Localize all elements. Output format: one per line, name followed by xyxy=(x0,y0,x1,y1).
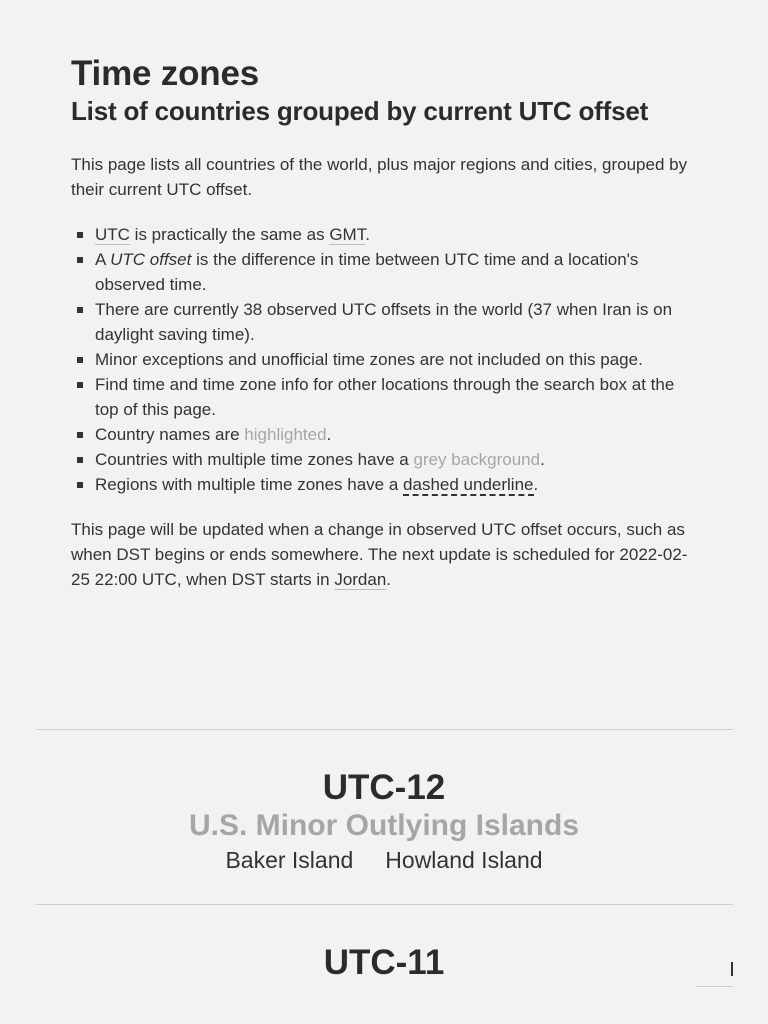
fact-text: . xyxy=(365,225,370,244)
fact-text: Countries with multiple time zones have a xyxy=(95,450,414,469)
page-subtitle: List of countries grouped by current UTC offset xyxy=(71,96,649,126)
list-item xyxy=(95,447,697,472)
divider xyxy=(36,729,733,730)
gmt-link[interactable]: GMT xyxy=(329,225,366,244)
facts-list xyxy=(71,222,697,497)
fact-text: is the difference in time between UTC time and a location's observed time. xyxy=(95,250,639,294)
list-item xyxy=(95,247,697,297)
update-text-end: . xyxy=(386,570,392,589)
grey-background-sample: grey background xyxy=(413,450,541,469)
fact-text: is practically the same as xyxy=(129,225,330,244)
region-name[interactable]: U.S. Minor Outlying Islands xyxy=(188,809,580,842)
list-item: Minor exceptions and unofficial time zones are not included on this page. xyxy=(95,347,697,372)
fact-text: Country names are xyxy=(95,425,245,444)
list-item: Find time and time zone info for other locations through the search box at the top of this page. xyxy=(95,372,697,422)
utc-link[interactable]: UTC xyxy=(95,225,130,244)
fact-text: . xyxy=(326,425,332,444)
fact-text: A xyxy=(95,250,111,269)
zone-title: UTC-11 xyxy=(323,943,445,982)
intro-paragraph: This page lists all countries of the world, plus major regions and cities, grouped by their current UTC offset. xyxy=(71,155,688,199)
list-item xyxy=(95,472,697,497)
dashed-underline-sample: dashed underline xyxy=(403,475,534,494)
highlighted-sample: highlighted xyxy=(244,425,327,444)
zone-utc-minus-12 xyxy=(0,768,768,876)
list-item: There are currently 38 observed UTC offsets in the world (37 when Iran is on daylight saving time). xyxy=(95,297,697,347)
update-paragraph xyxy=(71,517,697,592)
list-item xyxy=(95,222,697,247)
scroll-to-top-button[interactable] xyxy=(696,952,733,987)
fact-text: . xyxy=(533,475,539,494)
list-item xyxy=(95,422,697,447)
page-title: Time zones xyxy=(71,54,259,93)
zone-places xyxy=(0,844,768,876)
jordan-link[interactable]: Jordan xyxy=(334,570,387,589)
zone-title: UTC-12 xyxy=(322,768,446,807)
divider xyxy=(36,904,733,905)
fact-text: Regions with multiple time zones have a xyxy=(95,475,404,494)
fact-text: . xyxy=(540,450,545,469)
place-howland-island[interactable]: Howland Island xyxy=(385,847,543,873)
zone-utc-minus-11 xyxy=(0,943,768,983)
place-baker-island[interactable]: Baker Island xyxy=(225,847,354,873)
utc-offset-term: UTC offset xyxy=(110,250,192,269)
update-text: This page will be updated when a change in observed UTC offset occurs, such as when DST begins or ends somewhere. The next update is scheduled for 2022-02-25 22:00 UTC, when DST starts in xyxy=(71,520,688,589)
scroll-indicator-icon xyxy=(731,962,733,976)
